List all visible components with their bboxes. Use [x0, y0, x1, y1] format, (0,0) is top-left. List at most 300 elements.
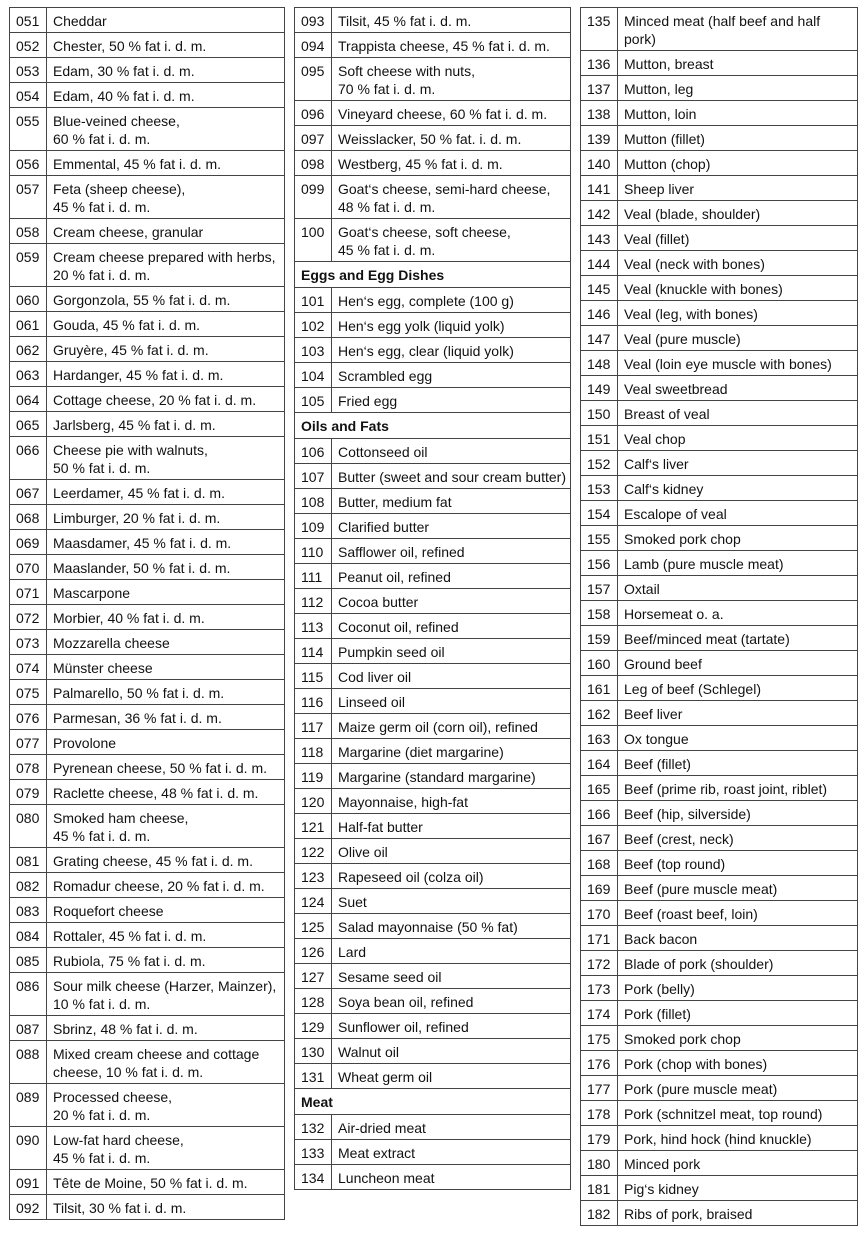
table-row — [295, 338, 570, 363]
table-row — [10, 630, 284, 655]
item-number: 058 — [10, 219, 47, 243]
table-row — [581, 326, 857, 351]
table-row — [295, 489, 570, 514]
item-name: Gouda, 45 % fat i. d. m. — [53, 317, 201, 333]
item-name: Margarine (standard margarine) — [338, 769, 536, 785]
item-name: Veal (knuckle with bones) — [624, 281, 783, 297]
table-row — [581, 676, 857, 701]
table-row — [10, 83, 284, 108]
item-number: 093 — [295, 8, 332, 32]
item-name: Safflower oil, refined — [338, 544, 465, 560]
table-row — [581, 1126, 857, 1151]
item-name: Pork (fillet) — [624, 1006, 691, 1022]
item-name: Romadur cheese, 20 % fat i. d. m. — [53, 878, 265, 894]
item-name: Feta (sheep cheese), 45 % fat i. d. m. — [53, 181, 186, 215]
table-row — [581, 451, 857, 476]
table-row — [10, 780, 284, 805]
table-row — [581, 751, 857, 776]
item-name: Cocoa butter — [338, 594, 419, 610]
table-row — [581, 1151, 857, 1176]
item-number: 116 — [295, 689, 332, 713]
item-number: 168 — [581, 851, 618, 875]
item-name: Sbrinz, 48 % fat i. d. m. — [53, 1021, 198, 1037]
item-name: Cottonseed oil — [338, 444, 428, 460]
item-number: 174 — [581, 1001, 618, 1025]
table-row — [581, 401, 857, 426]
item-name: Butter, medium fat — [338, 494, 452, 510]
item-number: 119 — [295, 764, 332, 788]
table-row — [581, 626, 857, 651]
table-row — [10, 176, 284, 219]
item-number: 096 — [295, 101, 332, 125]
item-number: 180 — [581, 1151, 618, 1175]
item-name: Ribs of pork, braised — [624, 1206, 753, 1222]
item-name: Beef/minced meat (tartate) — [624, 631, 790, 647]
table-row — [581, 601, 857, 626]
item-name: Wheat germ oil — [338, 1069, 433, 1085]
item-name: Edam, 40 % fat i. d. m. — [53, 88, 195, 104]
table-row — [295, 564, 570, 589]
table-row — [295, 363, 570, 388]
item-name: Suet — [338, 894, 367, 910]
table-row — [10, 58, 284, 83]
item-number: 126 — [295, 939, 332, 963]
table-row — [10, 873, 284, 898]
item-name: Escalope of veal — [624, 506, 727, 522]
table-row — [10, 580, 284, 605]
table-row — [581, 851, 857, 876]
table-row — [581, 276, 857, 301]
item-name: Cream cheese prepared with herbs, 20 % fat i. d. m. — [53, 249, 276, 283]
table-row — [295, 589, 570, 614]
table-row — [581, 8, 857, 51]
item-number: 102 — [295, 313, 332, 337]
item-name: Emmental, 45 % fat i. d. m. — [53, 156, 222, 172]
item-number: 150 — [581, 401, 618, 425]
item-number: 131 — [295, 1064, 332, 1088]
item-name: Blue-veined cheese, 60 % fat i. d. m. — [53, 113, 180, 147]
item-number: 083 — [10, 898, 47, 922]
table-row — [581, 801, 857, 826]
table-row — [295, 764, 570, 789]
table-row — [295, 664, 570, 689]
item-number: 140 — [581, 151, 618, 175]
item-number: 141 — [581, 176, 618, 200]
item-name: Margarine (diet margarine) — [338, 744, 504, 760]
item-name: Beef (fillet) — [624, 756, 691, 772]
item-number: 161 — [581, 676, 618, 700]
item-number: 146 — [581, 301, 618, 325]
item-name: Clarified butter — [338, 519, 430, 535]
item-number: 070 — [10, 555, 47, 579]
item-name: Meat extract — [338, 1145, 416, 1161]
table-row — [295, 288, 570, 313]
table-row — [295, 388, 570, 413]
table-row — [10, 337, 284, 362]
item-number: 167 — [581, 826, 618, 850]
item-number: 128 — [295, 989, 332, 1013]
table-row — [295, 101, 570, 126]
item-name: Beef (crest, neck) — [624, 831, 734, 847]
table-row — [581, 101, 857, 126]
item-name: Walnut oil — [338, 1044, 399, 1060]
item-name: Mixed cream cheese and cottage cheese, 10 % fat i. d. m. — [53, 1046, 260, 1080]
item-name: Breast of veal — [624, 406, 710, 422]
item-name: Minced pork — [624, 1156, 701, 1172]
item-number: 076 — [10, 705, 47, 729]
item-name: Veal (neck with bones) — [624, 256, 765, 272]
table-row — [581, 951, 857, 976]
item-number: 065 — [10, 412, 47, 436]
item-number: 135 — [581, 8, 618, 50]
table-row — [10, 244, 284, 287]
item-name: Low-fat hard cheese, 45 % fat i. d. m. — [53, 1132, 184, 1166]
table-row — [10, 973, 284, 1016]
item-number: 085 — [10, 948, 47, 972]
table-row — [581, 501, 857, 526]
table-row — [295, 33, 570, 58]
table-row — [581, 776, 857, 801]
table-row — [295, 639, 570, 664]
item-name: Cream cheese, granular — [53, 224, 204, 240]
table-row — [10, 108, 284, 151]
item-name: Hen‘s egg yolk (liquid yolk) — [338, 318, 505, 334]
item-name: Beef (top round) — [624, 856, 726, 872]
table-row — [581, 651, 857, 676]
item-name: Lamb (pure muscle meat) — [624, 556, 784, 572]
item-number: 089 — [10, 1084, 47, 1126]
item-number: 059 — [10, 244, 47, 286]
item-name: Jarlsberg, 45 % fat i. d. m. — [53, 417, 216, 433]
item-name: Olive oil — [338, 844, 388, 860]
table-column-1 — [9, 7, 285, 1220]
item-name: Luncheon meat — [338, 1170, 435, 1186]
item-number: 061 — [10, 312, 47, 336]
table-row — [581, 251, 857, 276]
item-number: 052 — [10, 33, 47, 57]
item-number: 170 — [581, 901, 618, 925]
item-number: 154 — [581, 501, 618, 525]
item-name: Sesame seed oil — [338, 969, 442, 985]
item-name: Mozzarella cheese — [53, 635, 170, 651]
item-number: 182 — [581, 1201, 618, 1225]
food-table — [580, 7, 858, 1226]
item-name: Beef (hip, silverside) — [624, 806, 751, 822]
item-number: 056 — [10, 151, 47, 175]
table-row — [581, 176, 857, 201]
item-name: Mutton (fillet) — [624, 131, 705, 147]
item-number: 069 — [10, 530, 47, 554]
table-row — [295, 864, 570, 889]
item-number: 162 — [581, 701, 618, 725]
item-name: Smoked pork chop — [624, 1031, 741, 1047]
item-number: 110 — [295, 539, 332, 563]
item-name: Oxtail — [624, 581, 660, 597]
table-row — [10, 605, 284, 630]
item-number: 148 — [581, 351, 618, 375]
table-row — [295, 739, 570, 764]
item-name: Ground beef — [624, 656, 702, 672]
item-number: 057 — [10, 176, 47, 218]
table-row — [295, 126, 570, 151]
item-number: 106 — [295, 439, 332, 463]
table-row — [581, 1076, 857, 1101]
item-number: 142 — [581, 201, 618, 225]
item-number: 145 — [581, 276, 618, 300]
table-row — [10, 923, 284, 948]
item-number: 164 — [581, 751, 618, 775]
item-number: 118 — [295, 739, 332, 763]
table-row — [295, 176, 570, 219]
item-number: 099 — [295, 176, 332, 218]
item-name: Edam, 30 % fat i. d. m. — [53, 63, 195, 79]
table-row — [581, 151, 857, 176]
table-row — [10, 387, 284, 412]
item-number: 138 — [581, 101, 618, 125]
item-number: 107 — [295, 464, 332, 488]
item-number: 132 — [295, 1115, 332, 1139]
item-name: Mutton, breast — [624, 56, 714, 72]
table-row — [10, 151, 284, 176]
item-number: 121 — [295, 814, 332, 838]
table-row — [10, 287, 284, 312]
table-row — [10, 530, 284, 555]
item-name: Pork (chop with bones) — [624, 1056, 768, 1072]
item-number: 149 — [581, 376, 618, 400]
table-row — [581, 476, 857, 501]
item-name: Leg of beef (Schlegel) — [624, 681, 761, 697]
table-row — [10, 437, 284, 480]
item-name: Pumpkin seed oil — [338, 644, 445, 660]
item-name: Maize germ oil (corn oil), refined — [338, 719, 538, 735]
table-row — [295, 1014, 570, 1039]
item-number: 137 — [581, 76, 618, 100]
item-name: Mayonnaise, high-fat — [338, 794, 468, 810]
item-number: 181 — [581, 1176, 618, 1200]
item-number: 071 — [10, 580, 47, 604]
item-name: Gorgonzola, 55 % fat i. d. m. — [53, 292, 231, 308]
item-name: Pig‘s kidney — [624, 1181, 699, 1197]
item-number: 051 — [10, 8, 47, 32]
item-name: Ox tongue — [624, 731, 689, 747]
item-number: 134 — [295, 1165, 332, 1189]
item-number: 114 — [295, 639, 332, 663]
table-row — [581, 1176, 857, 1201]
item-number: 122 — [295, 839, 332, 863]
item-number: 073 — [10, 630, 47, 654]
item-number: 177 — [581, 1076, 618, 1100]
item-number: 133 — [295, 1140, 332, 1164]
item-name: Veal (loin eye muscle with bones) — [624, 356, 832, 372]
table-row — [295, 151, 570, 176]
item-number: 160 — [581, 651, 618, 675]
item-number: 178 — [581, 1101, 618, 1125]
table-row — [10, 412, 284, 437]
item-name: Mutton, leg — [624, 81, 694, 97]
item-number: 157 — [581, 576, 618, 600]
item-name: Veal (blade, shoulder) — [624, 206, 761, 222]
table-row — [581, 1001, 857, 1026]
item-number: 130 — [295, 1039, 332, 1063]
item-name: Provolone — [53, 735, 117, 751]
table-row — [10, 480, 284, 505]
table-row — [10, 1016, 284, 1041]
item-name: Vineyard cheese, 60 % fat i. d. m. — [338, 106, 548, 122]
table-row — [295, 814, 570, 839]
item-name: Smoked pork chop — [624, 531, 741, 547]
item-number: 088 — [10, 1041, 47, 1083]
table-row — [10, 219, 284, 244]
item-number: 124 — [295, 889, 332, 913]
item-number: 075 — [10, 680, 47, 704]
table-row — [295, 8, 570, 33]
item-name: Blade of pork (shoulder) — [624, 956, 774, 972]
table-row — [581, 1026, 857, 1051]
item-name: Tilsit, 45 % fat i. d. m. — [338, 13, 472, 29]
item-name: Mutton (chop) — [624, 156, 711, 172]
table-row — [581, 1051, 857, 1076]
item-name: Horsemeat o. a. — [624, 606, 724, 622]
item-name: Butter (sweet and sour cream butter) — [338, 469, 566, 485]
item-number: 097 — [295, 126, 332, 150]
table-row — [581, 376, 857, 401]
item-name: Cod liver oil — [338, 669, 412, 685]
item-name: Mutton, loin — [624, 106, 697, 122]
table-row — [581, 551, 857, 576]
item-number: 143 — [581, 226, 618, 250]
item-number: 067 — [10, 480, 47, 504]
item-number: 091 — [10, 1170, 47, 1194]
item-name: Maasdamer, 45 % fat i. d. m. — [53, 535, 232, 551]
item-number: 127 — [295, 964, 332, 988]
table-row — [10, 655, 284, 680]
item-name: Pork (pure muscle meat) — [624, 1081, 778, 1097]
item-name: Veal (pure muscle) — [624, 331, 741, 347]
item-name: Beef liver — [624, 706, 683, 722]
table-row — [10, 755, 284, 780]
item-number: 179 — [581, 1126, 618, 1150]
item-number: 098 — [295, 151, 332, 175]
item-name: Weisslacker, 50 % fat. i. d. m. — [338, 131, 522, 147]
item-number: 175 — [581, 1026, 618, 1050]
item-name: Calf‘s liver — [624, 456, 689, 472]
item-name: Veal (leg, with bones) — [624, 306, 758, 322]
table-row — [581, 876, 857, 901]
item-number: 159 — [581, 626, 618, 650]
item-name: Back bacon — [624, 931, 698, 947]
table-row — [581, 1101, 857, 1126]
table-row — [10, 362, 284, 387]
item-name: Veal chop — [624, 431, 686, 447]
table-row — [10, 1084, 284, 1127]
item-name: Sheep liver — [624, 181, 695, 197]
item-number: 169 — [581, 876, 618, 900]
table-row — [295, 1039, 570, 1064]
table-row — [10, 33, 284, 58]
item-number: 158 — [581, 601, 618, 625]
item-number: 166 — [581, 801, 618, 825]
table-row — [295, 964, 570, 989]
item-number: 090 — [10, 1127, 47, 1169]
table-row — [581, 51, 857, 76]
item-name: Sour milk cheese (Harzer, Mainzer), 10 % fat i. d. m. — [53, 978, 277, 1012]
item-name: Rubiola, 75 % fat i. d. m. — [53, 953, 206, 969]
item-number: 108 — [295, 489, 332, 513]
item-name: Smoked ham cheese, 45 % fat i. d. m. — [53, 810, 189, 844]
table-row — [295, 1064, 570, 1089]
item-number: 171 — [581, 926, 618, 950]
item-name: Cheddar — [53, 13, 107, 29]
item-number: 053 — [10, 58, 47, 82]
item-name: Hen‘s egg, clear (liquid yolk) — [338, 343, 514, 359]
item-name: Pyrenean cheese, 50 % fat i. d. m. — [53, 760, 268, 776]
table-row — [10, 848, 284, 873]
item-name: Salad mayonnaise (50 % fat) — [338, 919, 518, 935]
table-row — [10, 948, 284, 973]
table-row — [581, 76, 857, 101]
table-row — [295, 939, 570, 964]
item-number: 095 — [295, 58, 332, 100]
item-name: Cheese pie with walnuts, 50 % fat i. d. m. — [53, 442, 208, 476]
table-row — [10, 312, 284, 337]
item-name: Pork (belly) — [624, 981, 695, 997]
item-name: Chester, 50 % fat i. d. m. — [53, 38, 207, 54]
table-row — [295, 789, 570, 814]
item-name: Raclette cheese, 48 % fat i. d. m. — [53, 785, 259, 801]
table-row — [581, 976, 857, 1001]
item-number: 139 — [581, 126, 618, 150]
table-row — [295, 989, 570, 1014]
section-heading: Oils and Fats — [295, 413, 570, 439]
item-number: 074 — [10, 655, 47, 679]
item-number: 113 — [295, 614, 332, 638]
item-number: 078 — [10, 755, 47, 779]
item-number: 136 — [581, 51, 618, 75]
item-number: 147 — [581, 326, 618, 350]
table-row — [295, 714, 570, 739]
table-row — [581, 426, 857, 451]
item-name: Gruyère, 45 % fat i. d. m. — [53, 342, 209, 358]
item-name: Trappista cheese, 45 % fat i. d. m. — [338, 38, 550, 54]
item-name: Calf‘s kidney — [624, 481, 704, 497]
table-row — [581, 226, 857, 251]
item-name: Beef (pure muscle meat) — [624, 881, 778, 897]
table-row — [10, 1195, 284, 1220]
table-row — [295, 1140, 570, 1165]
item-name: Coconut oil, refined — [338, 619, 459, 635]
food-table — [9, 7, 285, 1220]
item-number: 125 — [295, 914, 332, 938]
item-number: 123 — [295, 864, 332, 888]
item-number: 077 — [10, 730, 47, 754]
item-name: Parmesan, 36 % fat i. d. m. — [53, 710, 222, 726]
item-name: Fried egg — [338, 393, 398, 409]
item-number: 100 — [295, 219, 332, 261]
table-row — [581, 351, 857, 376]
table-row — [10, 680, 284, 705]
item-number: 054 — [10, 83, 47, 107]
table-row — [295, 313, 570, 338]
item-number: 079 — [10, 780, 47, 804]
table-row — [10, 555, 284, 580]
item-number: 176 — [581, 1051, 618, 1075]
item-name: Air-dried meat — [338, 1120, 426, 1136]
item-number: 144 — [581, 251, 618, 275]
table-row — [295, 689, 570, 714]
item-name: Palmarello, 50 % fat i. d. m. — [53, 685, 225, 701]
item-number: 086 — [10, 973, 47, 1015]
item-name: Pork, hind hock (hind knuckle) — [624, 1131, 812, 1147]
